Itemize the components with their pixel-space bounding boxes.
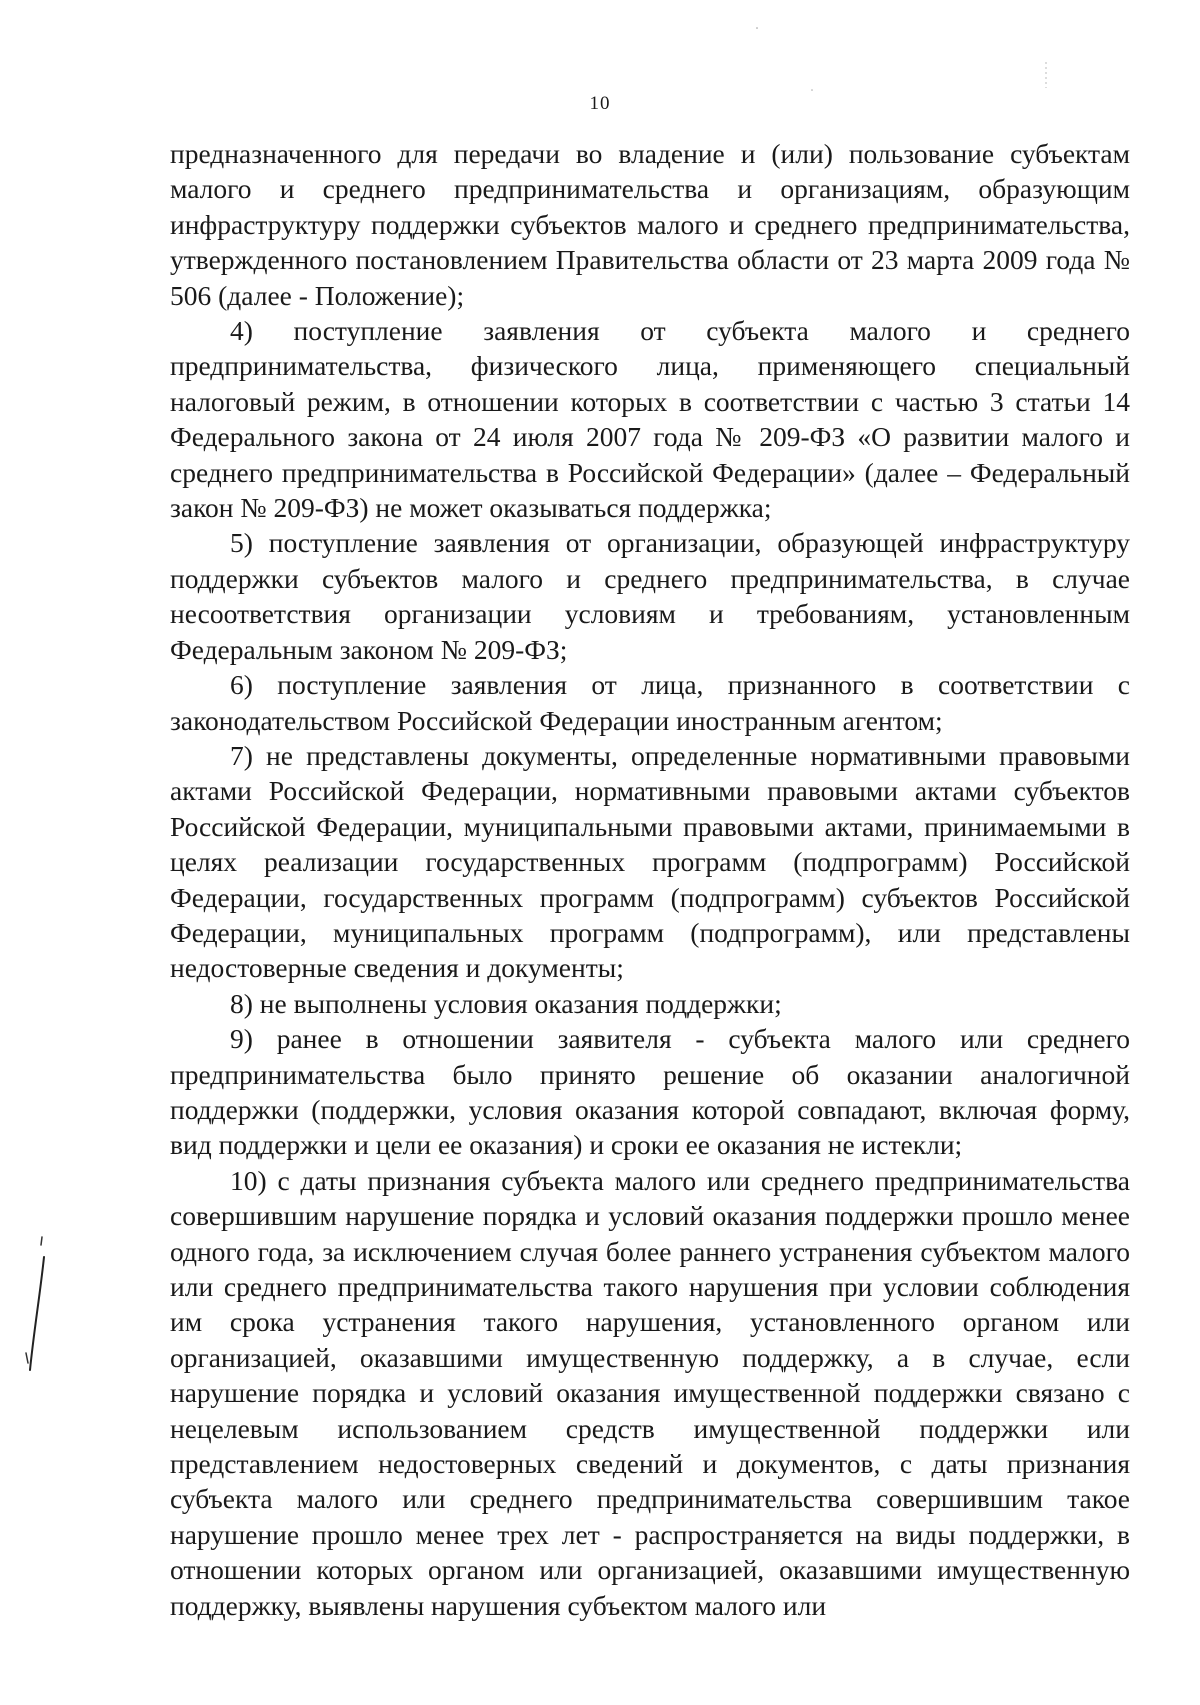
page-number: 10 xyxy=(589,93,611,114)
paragraph-item-9: 9) ранее в отношении заявителя - субъекта малого или среднего предпринимательства было принято решение об оказании аналогичной поддержки (поддержки, условия оказания которой совпадают, включая форму, вид поддержки и цели ее оказания) и сроки ее оказания не истекли; xyxy=(170,1023,1130,1161)
paragraph-item-4: 4) поступление заявления от субъекта малого и среднего предпринимательства, физического лица, применяющего специальный налоговый режим, в отношении которых в соответствии с частью 3 статьи 14 Федерального закона от 24 июля 2007 года № 209-ФЗ «О развитии малого и среднего предпринимательства в Российской Федерации» (далее – Федеральный закон № 209-ФЗ) не может оказываться поддержка; xyxy=(170,315,1130,524)
margin-pen-mark xyxy=(14,1235,54,1375)
paragraph-item-6: 6) поступление заявления от лица, признанного в соответствии с законодательством Российской Федерации иностранным агентом; xyxy=(170,669,1130,736)
paragraph-item-7: 7) не представлены документы, определенные нормативными правовыми актами Российской Федерации, нормативными правовыми актами субъектов Российской Федерации, муниципальными правовыми актами, принимаемыми в целях реализации государственных программ (подпрограмм) Российской Федерации, государственных программ (подпрограмм) субъектов Российской Федерации, муниципальных программ (подпрограмм), или представлены недостоверные сведения и документы; xyxy=(170,739,1130,984)
document-body xyxy=(170,136,1130,1623)
paragraph-item-10: 10) с даты признания субъекта малого или среднего предпринимательства совершившим нарушение порядка и условий оказания поддержки прошло менее одного года, за исключением случая более раннего устранения субъектом малого или среднего предпринимательства такого нарушения при условии соблюдения им срока устранения такого нарушения, установленного органом или организацией, оказавшими имущественную поддержку, а в случае, если нарушение порядка и условий оказания имущественной поддержки связано с нецелевым использованием средств имущественной поддержки или представлением недостоверных сведений и документов, с даты признания субъекта малого или среднего предпринимательства совершившим такое нарушение прошло менее трех лет - распространяется на виды поддержки, в отношении которых органом или организацией, оказавшими имущественную поддержку, выявлены нарушения субъектом малого или xyxy=(170,1164,1130,1621)
paragraph-item-8: 8) не выполнены условия оказания поддержки; xyxy=(230,987,782,1019)
paragraph-continuation: предназначенного для передачи во владение и (или) пользование субъектам малого и среднего предпринимательства и организациям, образующим инфраструктуру поддержки субъектов малого и среднего предпринимательства, утвержденного постановлением Правительства области от 23 марта 2009 года № 506 (далее - Положение); xyxy=(170,138,1130,311)
paragraph-item-5: 5) поступление заявления от организации, образующей инфраструктуру поддержки субъектов малого и среднего предпринимательства, в случае несоответствия организации условиям и требованиям, установленным Федеральным законом № 209-ФЗ; xyxy=(170,527,1130,665)
